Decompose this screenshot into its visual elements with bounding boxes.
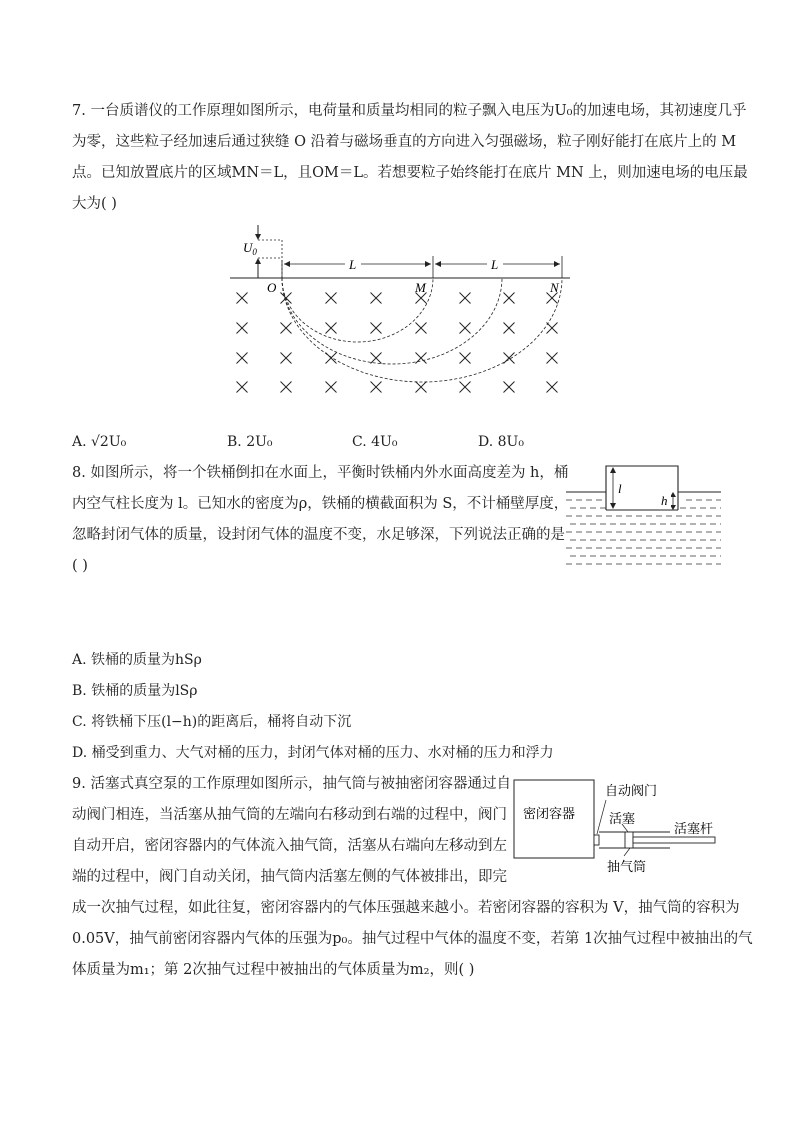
- q7-line-3: 点。已知放置底片的区域MN＝L，且OM＝L。若想要粒子始终能打在底片 MN 上，则加速电场的电压最: [72, 165, 748, 181]
- q8-line-2: 内空气柱长度为 l。已知水的密度为ρ，铁桶的横截面积为 S，不计桶壁厚度，: [72, 496, 569, 512]
- piston-rod: [633, 837, 715, 843]
- q8-option-d: D. 桶受到重力、大气对桶的压力，封闭气体对桶的压力、水对桶的压力和浮力: [72, 745, 554, 761]
- q8-option-c: C. 将铁桶下压(l−h)的距离后，桶将自动下沉: [72, 714, 352, 730]
- piston-label: 活塞: [609, 812, 636, 827]
- q7-line-2: 为零，这些粒子经加速后通过狭缝 O 沿着与磁场垂直的方向进入匀强磁场，粒子刚好能打在底片上的 M: [72, 134, 737, 150]
- u0-label: $U_0$: [243, 240, 257, 257]
- rod-label: 活塞杆: [674, 822, 714, 837]
- q8-option-b: B. 铁桶的质量为lSρ: [72, 683, 198, 699]
- q7-option-d: D. 8U₀: [478, 434, 524, 450]
- q7-line-1: 7. 一台质谱仪的工作原理如图所示，电荷量和质量均相同的粒子飘入电压为U₀的加速电场，其初速度几乎: [72, 103, 747, 119]
- valve-label: 自动阀门: [605, 784, 658, 799]
- q8-bucket-figure: [566, 462, 721, 572]
- point-o-label: O: [267, 280, 277, 295]
- q8-line-1: 8. 如图所示，将一个铁桶倒扣在水面上，平衡时铁桶内外水面高度差为 h，桶: [72, 465, 569, 481]
- q7-option-a: A. √2U₀: [72, 434, 127, 450]
- q7-line-4: 大为( ): [72, 196, 117, 212]
- q9-line-3: 自动开启，密闭容器内的气体流入抽气筒，活塞从右端向左移动到左: [72, 838, 507, 854]
- trajectory-to-m: [282, 278, 433, 342]
- point-m-label: M: [415, 280, 426, 295]
- q9-line-2: 动阀门相连，当活塞从抽气筒的左端向右移动到右端的过程中，阀门: [72, 807, 507, 823]
- q9-vacuum-pump-figure: [510, 776, 724, 880]
- q9-line-1: 9. 活塞式真空泵的工作原理如图所示，抽气筒与被抽密闭容器通过自: [72, 776, 511, 792]
- q7-option-b: B. 2U₀: [227, 434, 273, 450]
- q8-line-3: 忽略封闭气体的质量，设封闭气体的温度不变，水足够深，下列说法正确的是: [72, 527, 565, 543]
- point-n-label: N: [550, 280, 559, 295]
- q7-mass-spectrometer-figure: [225, 220, 575, 410]
- l-label-1: L: [349, 257, 357, 272]
- height-diff-h-label: h: [661, 493, 668, 508]
- q8-option-a: A. 铁桶的质量为hSρ: [72, 652, 202, 668]
- q9-line-5: 成一次抽气过程，如此往复，密闭容器内的气体压强越来越小。若密闭容器的容积为 V，抽气筒的容积为: [72, 900, 740, 916]
- piston: [625, 832, 633, 848]
- q8-line-4: ( ): [72, 558, 88, 574]
- q7-option-c: C. 4U₀: [352, 434, 398, 450]
- trajectory-middle: [282, 278, 502, 364]
- cylinder-label: 抽气筒: [607, 860, 647, 875]
- l-label-2: L: [491, 257, 499, 272]
- magnetic-field-crosses: [237, 293, 558, 393]
- q9-line-4: 端的过程中，阀门自动关闭，抽气筒内活塞左侧的气体被排出，即完: [72, 869, 507, 885]
- q9-line-6: 0.05V，抽气前密闭容器内气体的压强为p₀。抽气过程中气体的温度不变，若第 1次抽气过程中被抽出的气: [72, 931, 753, 947]
- valve: [594, 835, 599, 845]
- q9-line-7: 体质量为m₁；第 2次抽气过程中被抽出的气体质量为m₂，则( ): [72, 962, 475, 978]
- container-label: 密闭容器: [523, 807, 576, 822]
- air-column-l-label: l: [618, 481, 622, 496]
